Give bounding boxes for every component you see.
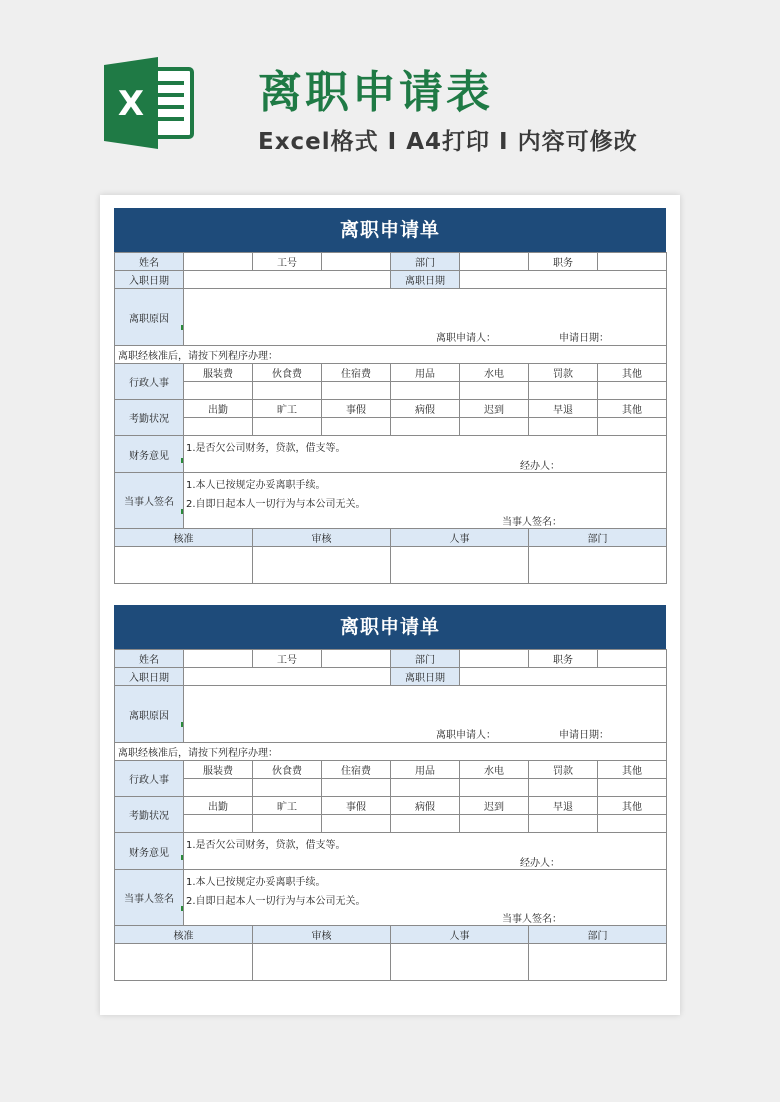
attendance-value-cell[interactable] [184, 815, 253, 833]
name-label: 姓名 [115, 650, 184, 668]
admin-item: 用品 [391, 364, 460, 382]
party-statement-2: 2.自即日起本人一切行为与本公司无关。 [186, 499, 366, 510]
party-statement-1: 1.本人已按规定办妥离职手续。 [186, 877, 326, 888]
approval-sign-cell[interactable] [391, 944, 529, 981]
attendance-value-cell[interactable] [460, 418, 529, 436]
apply-date-label: 申请日期： [559, 333, 609, 344]
attendance-item: 病假 [391, 400, 460, 418]
party-field[interactable] [184, 473, 667, 529]
finance-label-cell [115, 436, 184, 473]
approval-sign-cell[interactable] [253, 547, 391, 584]
handler-label: 经办人： [520, 461, 560, 472]
approval-header: 审核 [253, 926, 391, 944]
attendance-item: 迟到 [460, 400, 529, 418]
admin-item: 伙食费 [253, 364, 322, 382]
admin-value-cell[interactable] [598, 382, 667, 400]
admin-value-cell[interactable] [460, 779, 529, 797]
attendance-label: 考勤状况 [115, 797, 184, 833]
party-sign-label: 当事人签名： [502, 517, 562, 528]
form-title: 离职申请单 [114, 208, 666, 252]
attendance-value-cell[interactable] [322, 815, 391, 833]
admin-item: 罚款 [529, 761, 598, 779]
approval-header: 核准 [115, 529, 253, 547]
reason-label: 离职原因 [129, 313, 169, 325]
attendance-item: 早退 [529, 797, 598, 815]
party-statement-2: 2.自即日起本人一切行为与本公司无关。 [186, 896, 366, 907]
applicant-label: 离职申请人： [436, 333, 496, 344]
page-title: 离职申请表 [258, 67, 493, 118]
party-sign-label: 当事人签名： [502, 914, 562, 925]
attendance-value-cell[interactable] [529, 815, 598, 833]
admin-value-cell[interactable] [529, 779, 598, 797]
employee-id-label: 工号 [253, 253, 322, 271]
admin-item: 住宿费 [322, 761, 391, 779]
finance-field[interactable] [184, 436, 667, 473]
reason-label-cell [115, 686, 184, 743]
admin-item: 用品 [391, 761, 460, 779]
form-table [114, 649, 667, 981]
position-label: 职务 [529, 253, 598, 271]
attendance-item: 出勤 [184, 797, 253, 815]
apply-date-label: 申请日期： [559, 730, 609, 741]
reason-field[interactable] [184, 289, 667, 346]
reason-field[interactable] [184, 686, 667, 743]
hire-date-field[interactable] [184, 668, 391, 686]
admin-value-cell[interactable] [391, 382, 460, 400]
admin-value-cell[interactable] [253, 779, 322, 797]
page-subtitle: Excel格式 I A4打印 I 内容可修改 [258, 129, 638, 155]
admin-value-cell[interactable] [391, 779, 460, 797]
approval-sign-cell[interactable] [115, 547, 253, 584]
resignation-form-2 [114, 605, 666, 981]
department-label: 部门 [391, 253, 460, 271]
approval-sign-cell[interactable] [529, 547, 667, 584]
approval-header: 审核 [253, 529, 391, 547]
attendance-value-cell[interactable] [253, 418, 322, 436]
attendance-item: 出勤 [184, 400, 253, 418]
attendance-value-cell[interactable] [598, 418, 667, 436]
resignation-form-1 [114, 208, 666, 584]
approval-header: 人事 [391, 529, 529, 547]
admin-value-cell[interactable] [184, 779, 253, 797]
leave-date-field[interactable] [460, 668, 667, 686]
attendance-label: 考勤状况 [115, 400, 184, 436]
party-label: 当事人签名 [124, 497, 174, 508]
procedure-note: 离职经核准后，请按下列程序办理： [115, 346, 667, 364]
admin-item: 服装费 [184, 364, 253, 382]
reason-label-cell [115, 289, 184, 346]
admin-item: 其他 [598, 364, 667, 382]
applicant-label: 离职申请人： [436, 730, 496, 741]
attendance-value-cell[interactable] [598, 815, 667, 833]
admin-item: 住宿费 [322, 364, 391, 382]
finance-text: 1.是否欠公司财务，贷款，借支等。 [186, 443, 346, 454]
leave-date-label: 离职日期 [391, 668, 460, 686]
handler-label: 经办人： [520, 858, 560, 869]
position-label: 职务 [529, 650, 598, 668]
party-label: 当事人签名 [124, 894, 174, 905]
svg-text:X: X [117, 84, 145, 124]
employee-id-field[interactable] [322, 253, 391, 271]
approval-header: 人事 [391, 926, 529, 944]
attendance-value-cell[interactable] [529, 418, 598, 436]
hire-date-label: 入职日期 [115, 668, 184, 686]
admin-item: 服装费 [184, 761, 253, 779]
attendance-item: 旷工 [253, 797, 322, 815]
department-field[interactable] [460, 253, 529, 271]
approval-sign-cell[interactable] [391, 547, 529, 584]
admin-value-cell[interactable] [184, 382, 253, 400]
page-header [0, 0, 780, 190]
attendance-value-cell[interactable] [460, 815, 529, 833]
admin-value-cell[interactable] [253, 382, 322, 400]
admin-item: 罚款 [529, 364, 598, 382]
employee-id-field[interactable] [322, 650, 391, 668]
admin-value-cell[interactable] [322, 382, 391, 400]
admin-item: 水电 [460, 364, 529, 382]
department-field[interactable] [460, 650, 529, 668]
attendance-value-cell[interactable] [391, 815, 460, 833]
excel-logo-icon [102, 55, 198, 151]
name-label: 姓名 [115, 253, 184, 271]
attendance-item: 其他 [598, 400, 667, 418]
attendance-item: 迟到 [460, 797, 529, 815]
attendance-item: 其他 [598, 797, 667, 815]
party-statement-1: 1.本人已按规定办妥离职手续。 [186, 480, 326, 491]
admin-label: 行政人事 [115, 761, 184, 797]
approval-header: 核准 [115, 926, 253, 944]
attendance-value-cell[interactable] [322, 418, 391, 436]
party-label-cell [115, 473, 184, 529]
procedure-note: 离职经核准后，请按下列程序办理： [115, 743, 667, 761]
approval-sign-cell[interactable] [529, 944, 667, 981]
attendance-item: 病假 [391, 797, 460, 815]
leave-date-label: 离职日期 [391, 271, 460, 289]
attendance-value-cell[interactable] [391, 418, 460, 436]
approval-sign-cell[interactable] [253, 944, 391, 981]
admin-item: 其他 [598, 761, 667, 779]
admin-value-cell[interactable] [529, 382, 598, 400]
approval-header: 部门 [529, 529, 667, 547]
form-table [114, 252, 667, 584]
admin-value-cell[interactable] [460, 382, 529, 400]
attendance-value-cell[interactable] [184, 418, 253, 436]
position-field[interactable] [598, 650, 667, 668]
position-field[interactable] [598, 253, 667, 271]
hire-date-field[interactable] [184, 271, 391, 289]
party-field[interactable] [184, 870, 667, 926]
attendance-item: 事假 [322, 797, 391, 815]
name-field[interactable] [184, 253, 253, 271]
admin-label: 行政人事 [115, 364, 184, 400]
admin-value-cell[interactable] [598, 779, 667, 797]
party-label-cell [115, 870, 184, 926]
admin-item: 水电 [460, 761, 529, 779]
approval-header: 部门 [529, 926, 667, 944]
finance-label-cell [115, 833, 184, 870]
attendance-item: 旷工 [253, 400, 322, 418]
hire-date-label: 入职日期 [115, 271, 184, 289]
attendance-item: 早退 [529, 400, 598, 418]
finance-label: 财务意见 [129, 450, 169, 462]
finance-field[interactable] [184, 833, 667, 870]
admin-item: 伙食费 [253, 761, 322, 779]
admin-value-cell[interactable] [322, 779, 391, 797]
department-label: 部门 [391, 650, 460, 668]
employee-id-label: 工号 [253, 650, 322, 668]
spreadsheet-paper [100, 195, 680, 1015]
finance-text: 1.是否欠公司财务，贷款，借支等。 [186, 840, 346, 851]
finance-label: 财务意见 [129, 847, 169, 859]
leave-date-field[interactable] [460, 271, 667, 289]
attendance-value-cell[interactable] [253, 815, 322, 833]
reason-label: 离职原因 [129, 710, 169, 722]
approval-sign-cell[interactable] [115, 944, 253, 981]
form-title: 离职申请单 [114, 605, 666, 649]
name-field[interactable] [184, 650, 253, 668]
attendance-item: 事假 [322, 400, 391, 418]
